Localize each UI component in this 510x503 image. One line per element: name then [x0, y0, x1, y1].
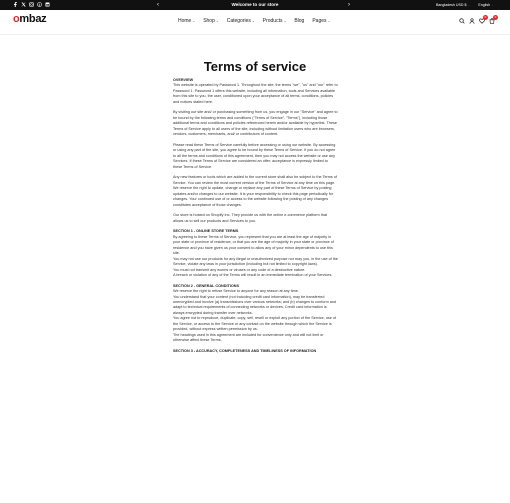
main-nav: [178, 18, 330, 24]
cart-count-badge: 0: [494, 15, 497, 19]
announcement-prev-arrow[interactable]: ‹: [157, 2, 159, 8]
page-title: Terms of service: [203, 59, 307, 74]
language-selector[interactable]: [478, 1, 494, 9]
terms-content: [173, 78, 338, 354]
locale-selectors: [436, 1, 494, 9]
paragraph: You may not use our products for any illegal or unauthorized purpose nor may you, in the use of the Service, violate any laws in your jurisdiction (including but not limited to copyright laws).: [173, 256, 338, 267]
nav-label: Categories: [226, 18, 251, 24]
paragraph: Our store is hosted on Shopify Inc. They provide us with the online e-commerce platform that allows us to sell our products and Services to you.: [173, 213, 327, 223]
chevron-down-icon: ⌄: [251, 19, 255, 23]
paragraph: You must not transmit any worms or viruses or any code of a destructive nature.: [173, 267, 306, 272]
paragraph: This website is operated by Password 1. Throughout the site, the terms "we", "us" and "our" refer to Password 1. Password 1 offers this website, including all information, tools and Services available from this site to you, the user, conditioned upon your acceptance of all terms, conditions, policies and notices stated here.: [173, 83, 338, 104]
nav-item-pages[interactable]: [312, 18, 330, 24]
paragraph: A breach or violation of any of the Terms will result in an immediate termination of your Services.: [173, 272, 333, 277]
paragraph: We reserve the right to refuse Service to anyone for any reason at any time.: [173, 289, 299, 294]
nav-item-shop[interactable]: [203, 18, 219, 24]
section-heading: SECTION 1 - ONLINE STORE TERMS: [173, 229, 239, 234]
nav-label: Home: [178, 18, 192, 24]
paragraph: You understand that your content (not including credit card information), may be transferred unencrypted and involve (a) transmissions over various networks; and (b) changes to conform and adapt to technical requirements of connecting networks or devices. Credit card information is always encrypted during transfer over networks.: [173, 294, 336, 315]
nav-label: Products: [262, 18, 283, 24]
paragraph: The headings used in this agreement are included for convenience only and will not limit or otherwise affect these Terms.: [173, 332, 324, 343]
chevron-down-icon: ⌄: [215, 19, 219, 23]
account-icon[interactable]: [469, 18, 475, 24]
paragraph: By agreeing to these Terms of Service, you represent that you are at least the age of majority in your state or province of residence, or that you are the age of majority in your state or province of residence and you have given us your consent to allow any of your minor dependents to use this site.: [173, 234, 334, 256]
nav-label: Shop: [203, 18, 215, 24]
nav-item-products[interactable]: [263, 18, 287, 24]
announcement-next-arrow[interactable]: ›: [348, 2, 350, 8]
section-heading: SECTION 2 - GENERAL CONDITIONS: [173, 283, 239, 288]
paragraph: Please read these Terms of Service carefully before accessing or using our website. By accessing or using any part of the site, you agree to be bound by these Terms of Service. If you do not agree to all the terms and conditions of this agreement, then you may not access the website or use any Services. If these Terms of Service are considered an offer, acceptance is expressly limited to these Terms of Service.: [173, 142, 336, 169]
chevron-down-icon: ⌄: [283, 19, 287, 23]
paragraph: By visiting our site and/ or purchasing something from us, you engage in our "Service" and agree to be bound by the following terms and conditions ("Terms of Service", "Terms"), including those additional terms and conditions and policies referenced herein and/or available by hyperlink. These Terms of Service apply to all users of the site, including without limitation users who are browsers, vendors, customers, merchants, and/ or contributors of content.: [173, 110, 338, 137]
paragraph: Any new features or tools which are added to the current store shall also be subject to the Terms of Service. You can review the most current version of the Terms of Service at any time on this page. We reserve the right to update, change or replace any part of these Terms of Service by posting updates and/or changes to our website. It is your responsibility to check this page periodically for changes. Your continued use of or access to the website following the posting of any changes constitutes acceptance of those changes.: [173, 175, 337, 207]
currency-label: Bangladesh USD $: [435, 3, 467, 7]
chevron-down-icon: ⌄: [192, 19, 196, 23]
language-label: English: [478, 3, 491, 7]
announcement-text: Welcome to our store: [231, 2, 279, 7]
currency-selector[interactable]: [436, 1, 470, 9]
site-logo[interactable]: ombaz: [13, 13, 47, 25]
section-heading: OVERVIEW: [173, 78, 194, 82]
search-icon[interactable]: [459, 18, 465, 24]
wishlist-count-badge: 0: [484, 15, 487, 19]
chevron-down-icon: ⌄: [491, 3, 494, 7]
paragraph: You agree not to reproduce, duplicate, copy, sell, resell or exploit any portion of the Service, use of the Service, or access to the Service or any contact on the website through which the Service is provided, without express written permission by us.: [173, 316, 337, 332]
header-icons: [459, 15, 497, 24]
nav-label: Pages: [312, 18, 327, 24]
nav-item-home[interactable]: [178, 18, 195, 24]
announcement-bar: [0, 0, 510, 10]
nav-label: Blog: [294, 18, 305, 24]
wishlist-icon[interactable]: [479, 15, 487, 24]
cart-icon[interactable]: [489, 15, 497, 24]
section-heading: SECTION 3 - ACCURACY, COMPLETENESS AND TIMELINESS OF INFORMATION: [173, 348, 317, 353]
nav-item-blog[interactable]: [294, 18, 304, 24]
chevron-down-icon: ⌄: [327, 19, 331, 23]
chevron-down-icon: ⌄: [467, 3, 471, 7]
nav-item-categories[interactable]: [227, 18, 255, 24]
